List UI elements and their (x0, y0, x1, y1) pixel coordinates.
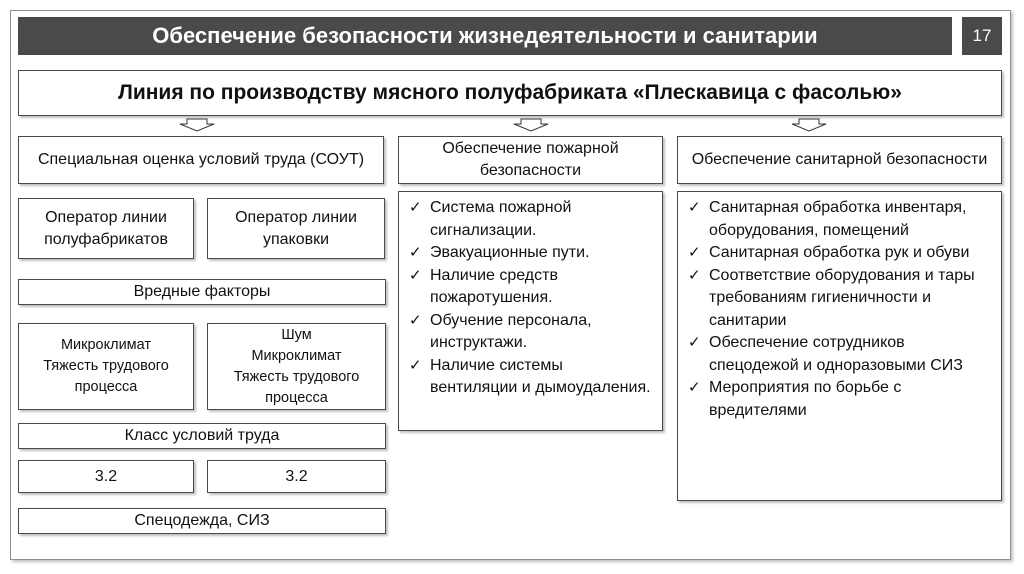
list-item (688, 377, 991, 422)
down-arrow-icon (177, 118, 217, 132)
subtitle-text: Линия по производству мясного полуфабриката «Плескавица с фасолью» (118, 81, 902, 104)
class-value-text: 3.2 (94, 467, 118, 485)
fire-safety-header (398, 136, 663, 184)
list-item (688, 265, 991, 333)
list-item-text: Система пожарной сигнализации. (430, 199, 572, 239)
check-icon: ✓ (688, 334, 701, 351)
factor-item: Микроклимат (251, 347, 342, 364)
list-item-text: Обучение персонала, инструктажи. (430, 311, 592, 351)
list-item-text: Наличие средств пожаротушения. (430, 266, 558, 306)
check-icon: ✓ (409, 199, 422, 216)
down-arrow-icon (789, 118, 829, 132)
check-icon: ✓ (409, 266, 422, 284)
operator-label: Оператор линии упаковки (235, 208, 357, 248)
operator-card (18, 198, 194, 259)
factor-item: Тяжесть трудового процесса (233, 368, 360, 406)
list-item-text: Соответствие оборудования и тары требованиям гигиеничности и санитарии (709, 266, 975, 329)
check-icon: ✓ (688, 199, 701, 216)
slide-title-bar (18, 17, 952, 55)
factor-item: Шум (281, 326, 312, 343)
factors-card (18, 323, 194, 410)
check-icon: ✓ (409, 356, 422, 374)
list-item-text: Санитарная обработка инвентаря, оборудования, помещений (709, 199, 967, 239)
sanitary-safety-list (677, 191, 1002, 501)
list-item-text: Наличие системы вентиляции и дымоудаления. (430, 356, 651, 396)
down-arrow-icon (511, 118, 551, 132)
page-number-text: 17 (972, 26, 992, 45)
list-item (409, 355, 652, 400)
factor-item: Микроклимат (60, 337, 152, 353)
fire-safety-header-text: Обеспечение пожарной безопасности (442, 140, 619, 179)
check-icon: ✓ (688, 244, 701, 261)
ppe-box (18, 508, 386, 534)
list-item-text: Санитарная обработка рук и обуви (709, 244, 970, 261)
list-item-text: Мероприятия по борьбе с вредителями (709, 379, 902, 419)
class-value-text: 3.2 (285, 467, 308, 485)
check-icon: ✓ (409, 311, 422, 329)
sanitary-safety-header (677, 136, 1002, 184)
check-icon: ✓ (688, 379, 701, 396)
factors-card (207, 323, 386, 410)
operator-label: Оператор линии полуфабрикатов (44, 208, 168, 248)
list-item-text: Эвакуационные пути. (430, 244, 590, 261)
class-label-box (18, 423, 386, 449)
factor-item: Тяжесть трудового процесса (43, 358, 169, 395)
harmful-factors-text: Вредные факторы (133, 283, 271, 300)
soat-header (18, 136, 384, 184)
check-icon: ✓ (688, 266, 701, 284)
check-icon: ✓ (409, 244, 422, 261)
list-item (409, 197, 652, 242)
class-value (18, 460, 194, 493)
class-label-text: Класс условий труда (124, 427, 280, 444)
list-item (409, 310, 652, 355)
sanitary-safety-header-text: Обеспечение санитарной безопасности (691, 151, 988, 168)
soat-header-text: Специальная оценка условий труда (СОУТ) (37, 151, 365, 168)
list-item (409, 242, 652, 265)
fire-safety-list (398, 191, 663, 431)
class-value (207, 460, 386, 493)
list-item (688, 332, 991, 377)
ppe-text: Спецодежда, СИЗ (134, 512, 270, 529)
list-item (688, 242, 991, 265)
page-number (962, 17, 1002, 55)
harmful-factors-label (18, 279, 386, 305)
list-item-text: Обеспечение сотрудников спецодежой и одноразовыми СИЗ (709, 334, 963, 374)
list-item (688, 197, 991, 242)
slide-title: Обеспечение безопасности жизнедеятельности и санитарии (152, 23, 818, 48)
subtitle-box (18, 70, 1002, 116)
list-item (409, 265, 652, 310)
operator-card (207, 198, 385, 259)
